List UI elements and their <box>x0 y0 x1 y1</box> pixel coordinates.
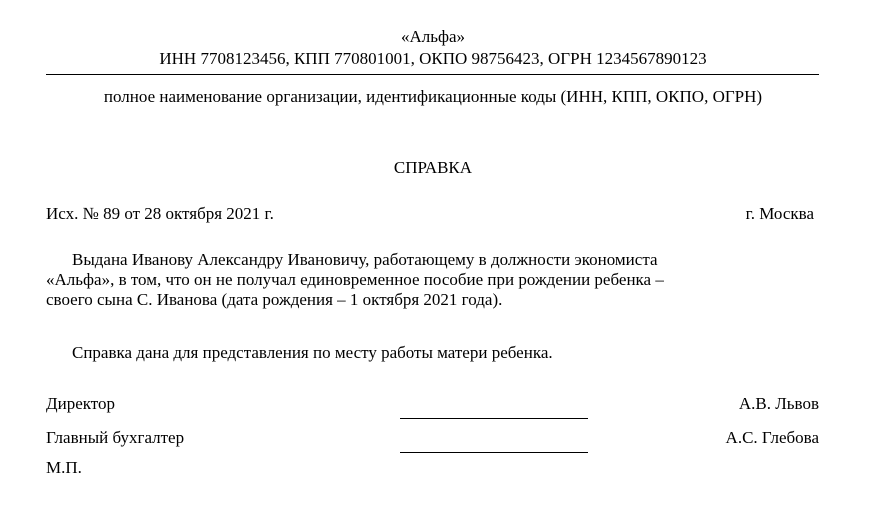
body-line-3: своего сына С. Иванова (дата рождения – 1 октября 2021 года). <box>46 290 503 309</box>
director-signature-line <box>400 418 588 419</box>
body-line-2: «Альфа», в том, что он не получал единовременное пособие при рождении ребенка – <box>46 270 664 289</box>
org-name: «Альфа» <box>400 27 466 46</box>
body-paragraph <box>46 250 826 310</box>
org-codes: ИНН 7708123456, КПП 770801001, ОКПО 98756423, ОГРН 1234567890123 <box>159 49 707 68</box>
city: г. Москва <box>745 204 814 223</box>
stamp-place: М.П. <box>46 458 82 477</box>
org-caption: полное наименование организации, идентификационные коды (ИНН, КПП, ОКПО, ОГРН) <box>103 87 763 106</box>
reference-number: Исх. № 89 от 28 октября 2021 г. <box>46 204 274 223</box>
director-name: А.В. Львов <box>738 394 819 413</box>
accountant-label: Главный бухгалтер <box>46 428 185 447</box>
director-label: Директор <box>46 394 115 413</box>
accountant-signature-line <box>400 452 588 453</box>
body-line-1: Выдана Иванову Александру Ивановичу, работающему в должности экономиста <box>72 250 658 269</box>
purpose-paragraph: Справка дана для представления по месту работы матери ребенка. <box>72 343 553 362</box>
document-title: СПРАВКА <box>393 158 473 177</box>
header-divider <box>46 74 819 75</box>
accountant-name: А.С. Глебова <box>725 428 819 447</box>
